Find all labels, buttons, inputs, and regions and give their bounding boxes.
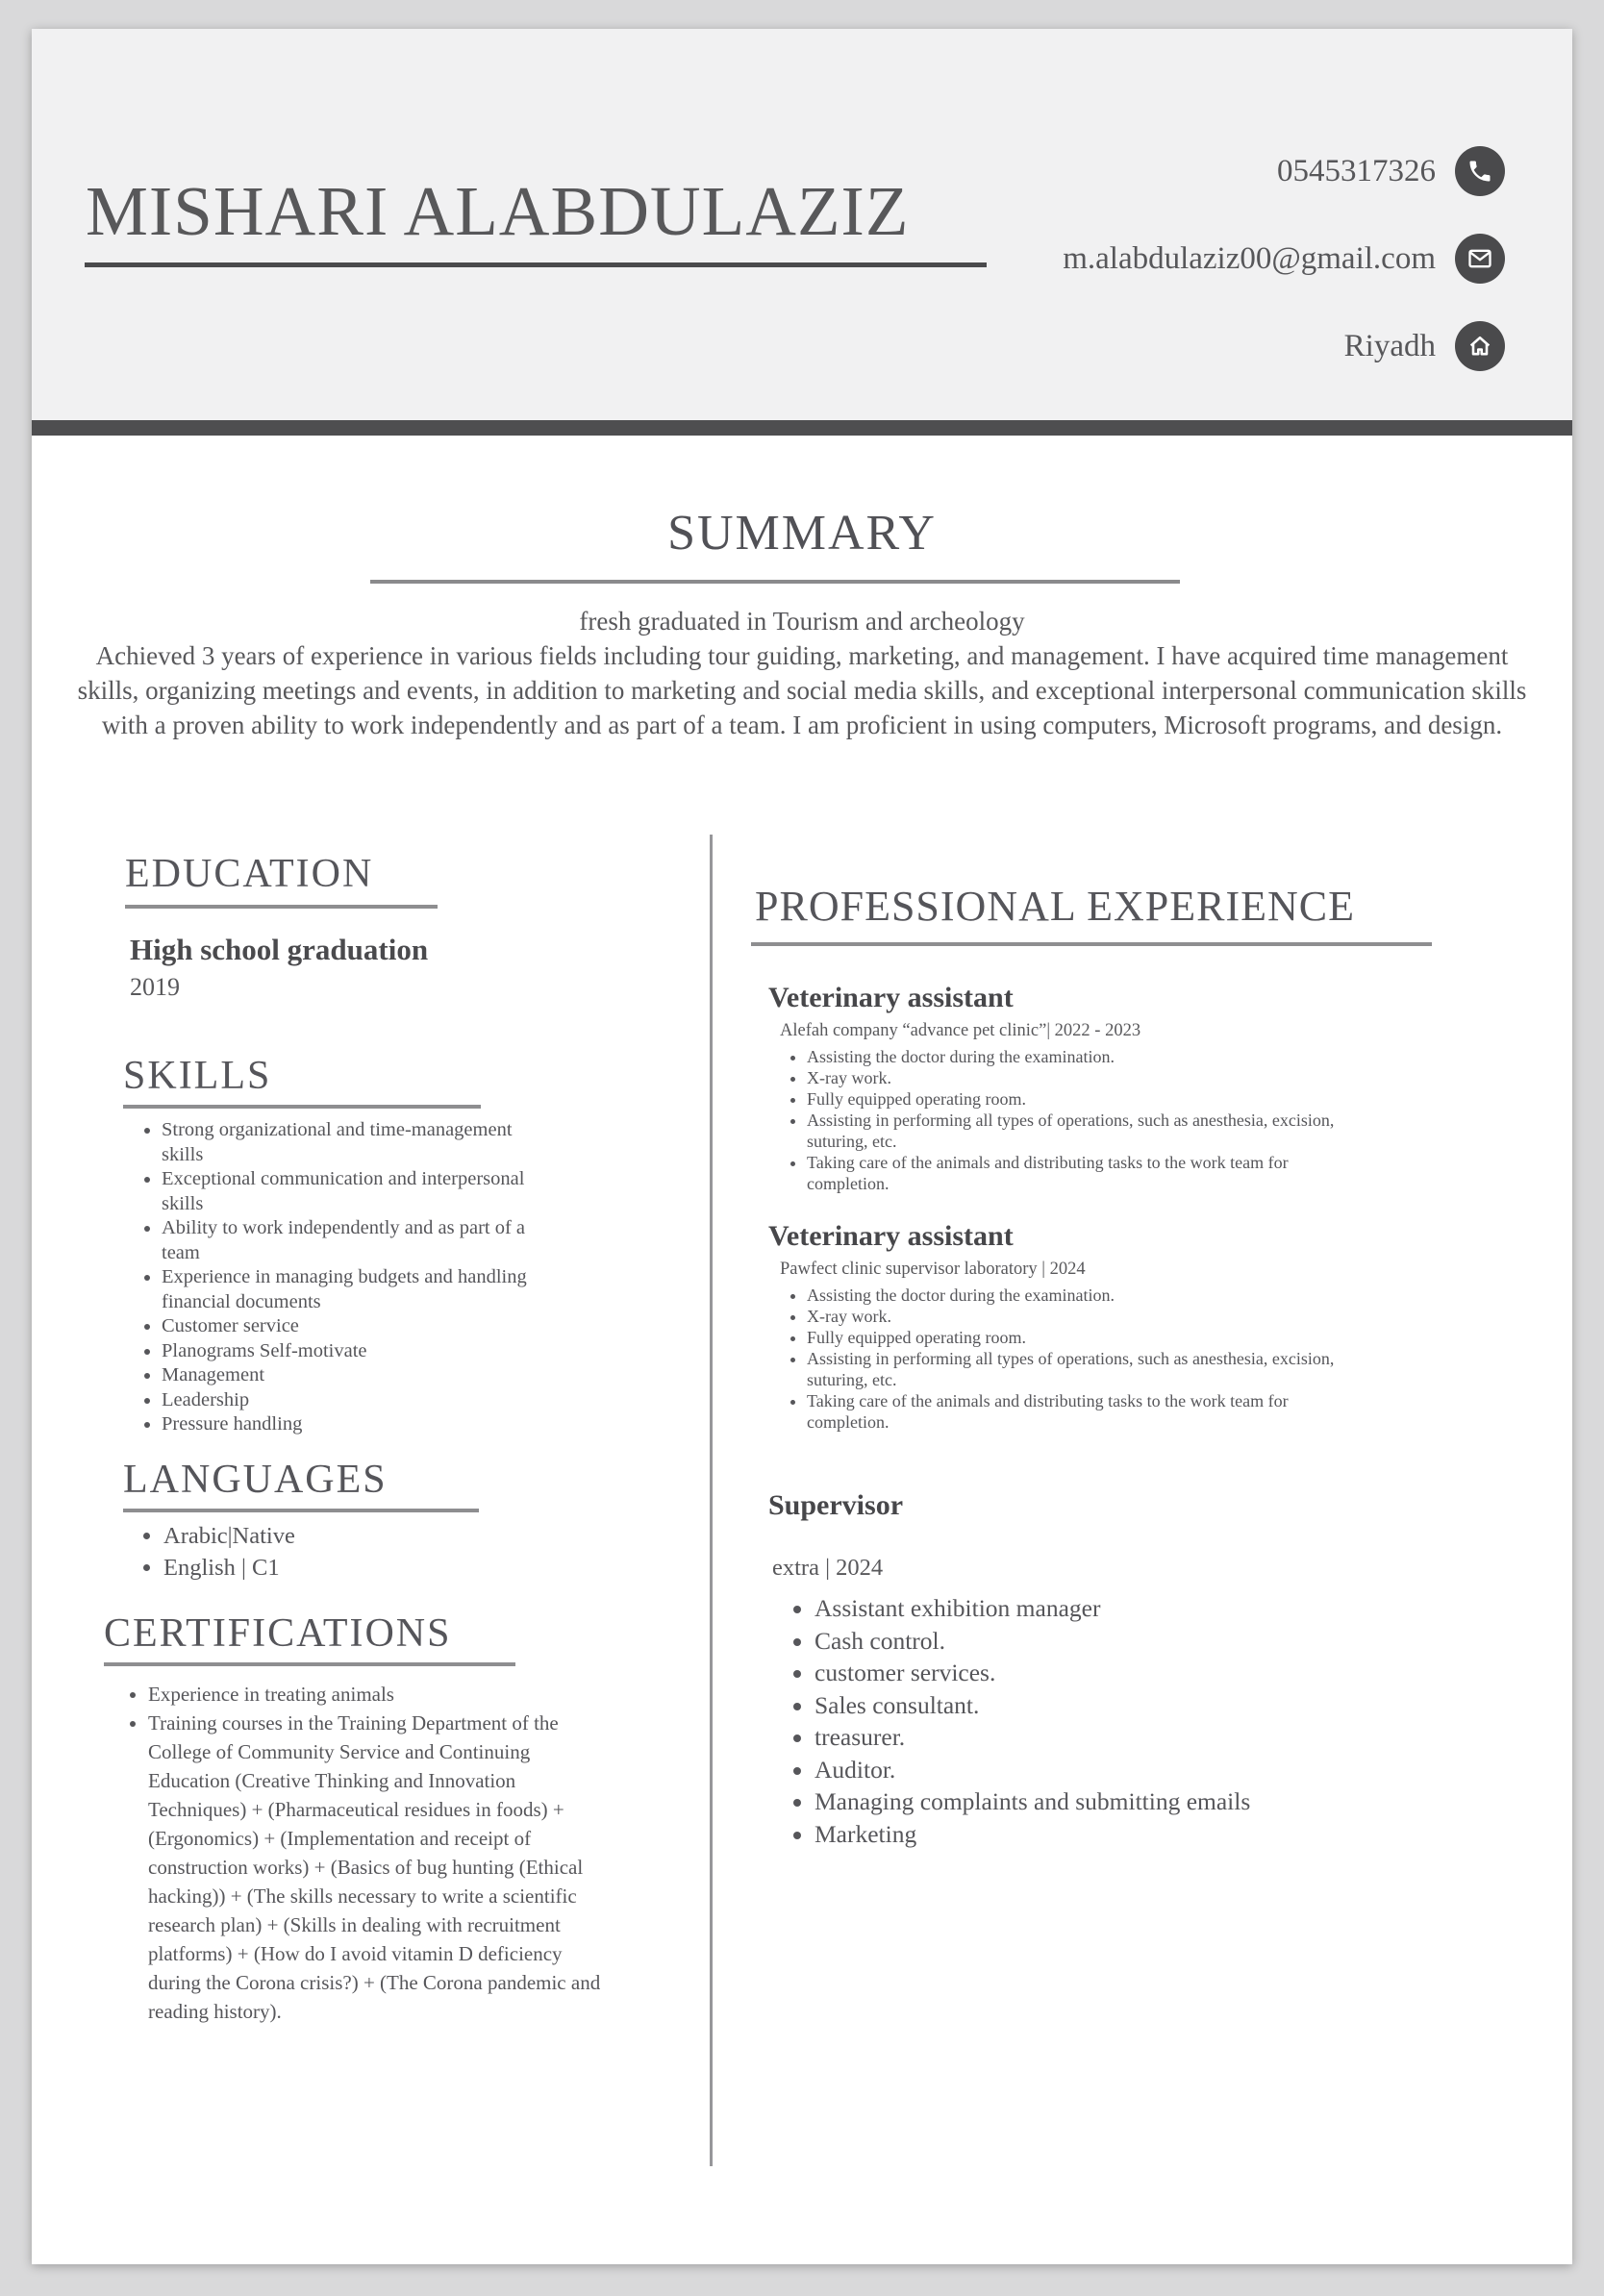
email-icon xyxy=(1455,234,1505,284)
job-duty: • Fully equipped operating room. xyxy=(807,1327,1360,1348)
education-underline xyxy=(125,905,438,909)
job-duty: • Auditor. xyxy=(815,1754,1391,1786)
summary-text xyxy=(75,604,1529,742)
experience-title: PROFESSIONAL EXPERIENCE xyxy=(755,883,1355,930)
skill-item: • Customer service xyxy=(162,1314,527,1339)
skills-title: SKILLS xyxy=(123,1054,272,1098)
person-name: MISHARI ALABDULAZIZ xyxy=(86,172,910,250)
education-year: 2019 xyxy=(130,973,180,1001)
contact-email xyxy=(1063,234,1505,284)
contact-location xyxy=(1063,321,1505,371)
skill-item: • Strong organizational and time-management skills xyxy=(162,1118,527,1167)
location-text: Riyadh xyxy=(1343,328,1436,363)
header-divider-bar xyxy=(32,420,1572,436)
job-title: Veterinary assistant xyxy=(768,982,1014,1013)
job-duty: • customer services. xyxy=(815,1657,1391,1689)
job-duty: • Taking care of the animals and distributing tasks to the work team for completion. xyxy=(807,1152,1360,1194)
job-duty: • Marketing xyxy=(815,1818,1391,1851)
job-duty: • Assistant exhibition manager xyxy=(815,1592,1391,1625)
job-duties-list xyxy=(780,1285,1360,1433)
job-duty: • Taking care of the animals and distributing tasks to the work team for completion. xyxy=(807,1390,1360,1433)
certification-item: • Training courses in the Training Department of the College of Community Service and Continuing Education (Creative Thinking and Innovation Techniques) + (Pharmaceutical residues in foods) + (Ergonomics) + (Implementation and receipt of construction works) + (Basics of bug hunting (Ethical hacking)) + (The skills necessary to write a scientific research plan) + (Skills in dealing with recruitment platforms) + (How do I avoid vitamin D deficiency during the Corona crisis?) + (The Corona pandemic and reading history). xyxy=(148,1709,610,2026)
contact-block xyxy=(1063,146,1505,371)
languages-list xyxy=(123,1520,548,1584)
job-duty: • X-ray work. xyxy=(807,1306,1360,1327)
job-duty: • Assisting in performing all types of operations, such as anesthesia, excision, suturing, etc. xyxy=(807,1348,1360,1390)
contact-phone xyxy=(1063,146,1505,196)
certifications-list xyxy=(110,1680,610,2026)
job-duty: • Managing complaints and submitting emails xyxy=(815,1785,1391,1818)
phone-icon xyxy=(1455,146,1505,196)
left-column xyxy=(104,851,662,2026)
email-address: m.alabdulaziz00@gmail.com xyxy=(1063,240,1436,276)
summary-line1: fresh graduated in Tourism and archeology xyxy=(579,607,1025,636)
summary-title: SUMMARY xyxy=(667,506,937,561)
job-entry xyxy=(751,1488,1438,1850)
job-meta: extra | 2024 xyxy=(772,1555,884,1581)
job-meta: Alefah company “advance pet clinic”| 2022 - 2023 xyxy=(780,1021,1141,1040)
right-column xyxy=(751,883,1438,1850)
job-duties-list xyxy=(780,1592,1391,1850)
home-icon xyxy=(1455,321,1505,371)
certification-item: • Experience in treating animals xyxy=(148,1680,610,1709)
language-item: • English | C1 xyxy=(163,1552,548,1584)
skill-item: • Experience in managing budgets and handling financial documents xyxy=(162,1265,527,1314)
summary-underline xyxy=(370,580,1180,584)
languages-title: LANGUAGES xyxy=(123,1457,388,1502)
job-entry xyxy=(751,981,1438,1194)
header xyxy=(32,29,1572,420)
experience-underline xyxy=(751,942,1432,946)
language-item: • Arabic|Native xyxy=(163,1520,548,1552)
job-duty: • Sales consultant. xyxy=(815,1689,1391,1722)
column-divider xyxy=(710,835,713,2166)
job-duty: • Assisting the doctor during the examination. xyxy=(807,1285,1360,1306)
skills-underline xyxy=(123,1105,481,1109)
summary-paragraph: Achieved 3 years of experience in various fields including tour guiding, marketing, and management. I have acquired time management skills, organizing meetings and events, in addition to marketing and social media skills, and exceptional interpersonal communication skills with a proven ability to work independently and as part of a team. I am proficient in using computers, Microsoft programs, and design. xyxy=(77,641,1527,739)
job-duty: • Assisting in performing all types of operations, such as anesthesia, excision, suturing, etc. xyxy=(807,1110,1360,1152)
job-duty: • treasurer. xyxy=(815,1721,1391,1754)
skill-item: • Exceptional communication and interpersonal skills xyxy=(162,1167,527,1216)
job-duties-list xyxy=(780,1046,1360,1194)
skill-item: • Ability to work independently and as part of a team xyxy=(162,1216,527,1265)
skill-item: • Management xyxy=(162,1363,527,1388)
skill-item: • Planograms Self-motivate xyxy=(162,1339,527,1364)
skill-item: • Leadership xyxy=(162,1388,527,1413)
job-duty: • X-ray work. xyxy=(807,1067,1360,1088)
certifications-underline xyxy=(104,1662,515,1666)
job-duty: • Fully equipped operating room. xyxy=(807,1088,1360,1110)
skill-item: • Pressure handling xyxy=(162,1412,527,1437)
languages-underline xyxy=(123,1509,479,1512)
name-underline xyxy=(85,262,987,267)
job-title: Supervisor xyxy=(768,1489,904,1521)
education-title: EDUCATION xyxy=(125,852,374,896)
certifications-title: CERTIFICATIONS xyxy=(104,1610,452,1656)
job-title: Veterinary assistant xyxy=(768,1220,1014,1252)
phone-number: 0545317326 xyxy=(1277,153,1436,188)
education-degree: High school graduation xyxy=(130,933,429,966)
job-meta: Pawfect clinic supervisor laboratory | 2024 xyxy=(780,1260,1086,1279)
job-entry xyxy=(751,1219,1438,1433)
skills-list xyxy=(123,1118,527,1437)
resume-page xyxy=(32,29,1572,2264)
job-duty: • Cash control. xyxy=(815,1625,1391,1658)
job-duty: • Assisting the doctor during the examination. xyxy=(807,1046,1360,1067)
